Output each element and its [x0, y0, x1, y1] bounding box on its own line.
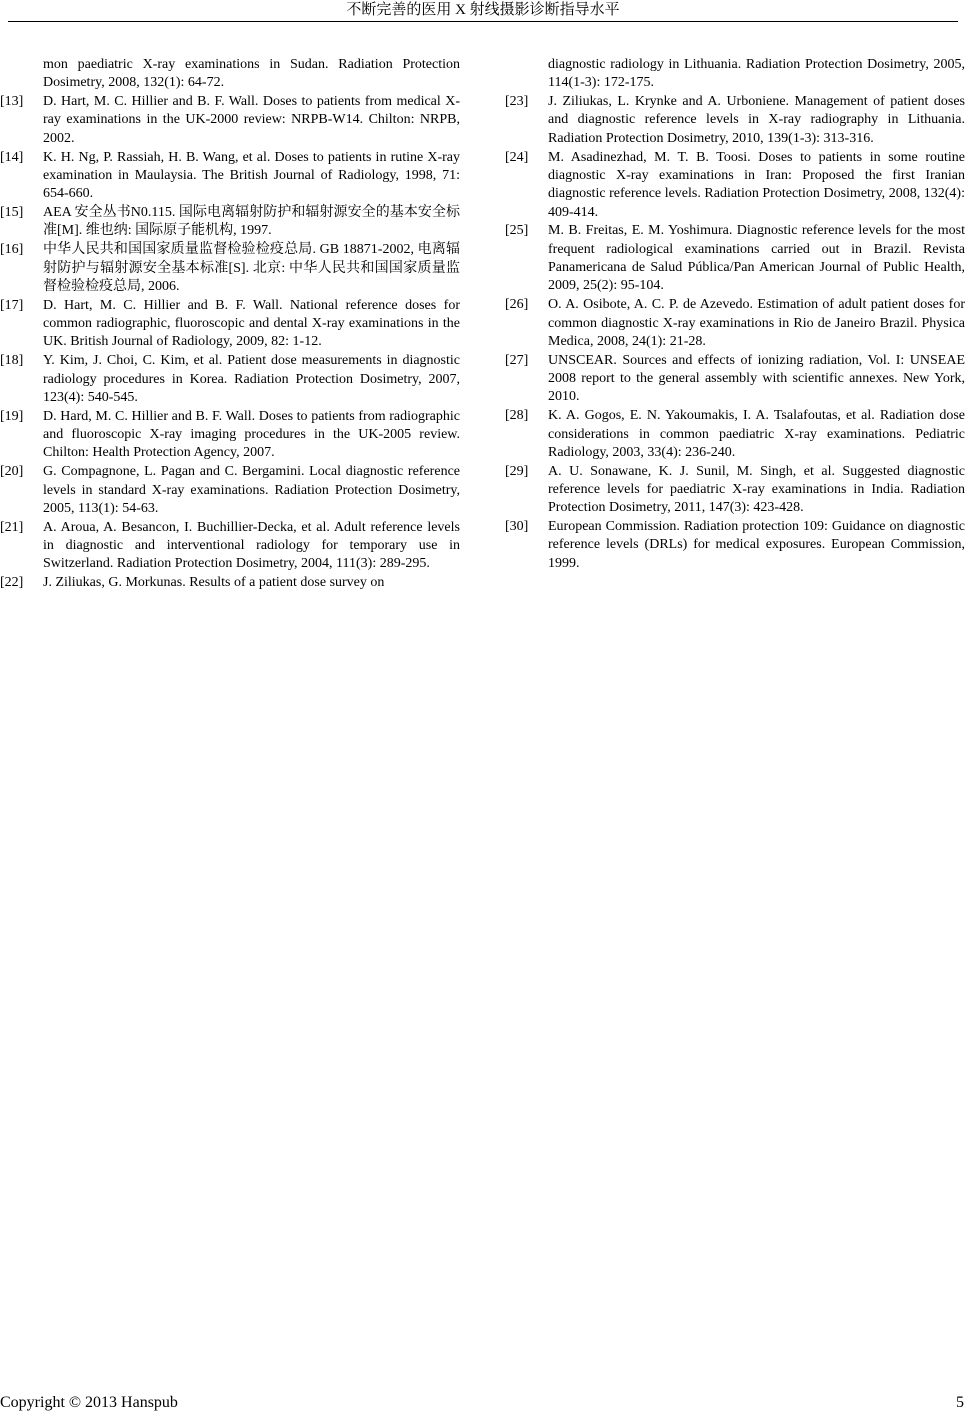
reference-text: M. B. Freitas, E. M. Yoshimura. Diagnostic reference levels for the most frequent radiological examinations carried out in Brazil. Revista Panamericana de Salud Pública/Pan American Journal of Public Health, 2009, 25(2): 95-104. — [548, 223, 965, 294]
reference-number: [29] — [505, 463, 529, 479]
reference-text: D. Hart, M. C. Hillier and B. F. Wall. National reference doses for common radiographic, fluoroscopic and dental X-ray examinations in the UK. British Journal of Radiology, 2009, 82: 1-12. — [43, 297, 460, 350]
reference-text: M. Asadinezhad, M. T. B. Toosi. Doses to patients in some routine diagnostic X-ray examinations in Iran: Proposed the first Iranian diagnostic reference levels. Radiation Protection Dosimetry, 2008, 132(4): 409-414. — [548, 149, 965, 220]
copyright-footer: Copyright © 2013 Hanspub — [0, 1394, 178, 1411]
reference-entry — [0, 56, 460, 93]
reference-text: J. Ziliukas, G. Morkunas. Results of a patient dose survey on — [43, 575, 385, 591]
reference-text: K. H. Ng, P. Rassiah, H. B. Wang, et al. Doses to patients in rutine X-ray examination in Maulaysia. The British Journal of Radiology, 1998, 71: 654-660. — [43, 149, 460, 202]
reference-number: [28] — [505, 408, 529, 424]
reference-number: [25] — [505, 223, 529, 239]
reference-entry — [0, 352, 460, 407]
reference-text: D. Hard, M. C. Hillier and B. F. Wall. Doses to patients from radiographic and fluoroscopic X-ray imaging procedures in the UK-2005 review. Chilton: Health Protection Agency, 2007. — [43, 408, 460, 461]
reference-text: diagnostic radiology in Lithuania. Radiation Protection Dosimetry, 2005, 114(1-3): 172-175. — [548, 57, 965, 91]
reference-text: K. A. Gogos, E. N. Yakoumakis, I. A. Tsalafoutas, et al. Radiation dose considerations in common paediatric X-ray examinations. Pediatric Radiology, 2003, 33(4): 236-240. — [548, 408, 965, 460]
reference-entry — [505, 296, 965, 351]
header-rule — [8, 21, 958, 22]
running-header: 不断完善的医用 X 射线摄影诊断指导水平 — [346, 2, 620, 18]
reference-number: [19] — [0, 408, 24, 424]
reference-number: [20] — [0, 464, 24, 480]
reference-number: [21] — [0, 519, 24, 535]
reference-number: [16] — [0, 242, 24, 258]
reference-number: [24] — [505, 149, 529, 165]
reference-text: A. Aroua, A. Besancon, I. Buchillier-Decka, et al. Adult reference levels in diagnostic and interventional radiology for temporary use in Switzerland. Radiation Protection Dosimetry, 2004, 111(3): 289-295. — [43, 519, 460, 572]
reference-entry — [505, 222, 965, 295]
reference-number: [26] — [505, 297, 529, 313]
reference-entry — [0, 574, 460, 592]
reference-number: [13] — [0, 94, 24, 110]
reference-number: [14] — [0, 149, 24, 165]
reference-text: Y. Kim, J. Choi, C. Kim, et al. Patient dose measurements in diagnostic radiology procedures in Korea. Radiation Protection Dosimetry, 2007, 123(4): 540-545. — [43, 353, 460, 405]
reference-number: [18] — [0, 353, 24, 369]
reference-text: 中华人民共和国国家质量监督检验检疫总局. GB 18871-2002, 电离辐射防护与辐射源安全基本标准[S]. 北京: 中华人民共和国国家质量监督检验检疫总局, 2006. — [43, 242, 460, 294]
reference-entry — [0, 463, 460, 518]
reference-number: [30] — [505, 519, 529, 535]
reference-number: [15] — [0, 205, 24, 221]
reference-text: European Commission. Radiation protection 109: Guidance on diagnostic reference levels (DRLs) for medical exposures. European Commission, 1999. — [548, 519, 965, 571]
reference-text: J. Ziliukas, L. Krynke and A. Urboniene. Management of patient doses and diagnostic reference levels in X-ray radiography in Lithuania. Radiation Protection Dosimetry, 2010, 139(1-3): 313-316. — [548, 94, 965, 146]
reference-entry — [0, 93, 460, 148]
reference-entry — [505, 463, 965, 518]
reference-entry — [0, 241, 460, 296]
reference-entry — [0, 408, 460, 463]
reference-text: AEA 安全丛书N0.115. 国际电离辐射防护和辐射源安全的基本安全标准[M]. 维也纳: 国际原子能机构, 1997. — [43, 205, 460, 239]
reference-number: [17] — [0, 297, 24, 313]
reference-entry — [505, 149, 965, 222]
reference-number: [22] — [0, 575, 24, 591]
reference-entry — [505, 518, 965, 573]
reference-entry — [505, 352, 965, 407]
reference-list-right-column — [505, 56, 965, 574]
reference-text: D. Hart, M. C. Hillier and B. F. Wall. Doses to patients from medical X-ray examinations in the UK-2000 review: NRPB-W14. Chilton: NRPB, 2002. — [43, 94, 460, 146]
reference-entry — [505, 407, 965, 462]
reference-text: mon paediatric X-ray examinations in Sudan. Radiation Protection Dosimetry, 2008, 132(1): 64-72. — [43, 57, 460, 91]
reference-list-left-column — [0, 56, 460, 593]
reference-text: O. A. Osibote, A. C. P. de Azevedo. Estimation of adult patient doses for common diagnostic X-ray examinations in Rio de Janeiro Brazil. Physica Medica, 2008, 24(1): 21-28. — [548, 297, 965, 349]
page-number: 5 — [956, 1394, 964, 1411]
reference-text: A. U. Sonawane, K. J. Sunil, M. Singh, et al. Suggested diagnostic reference levels for paediatric X-ray examinations in India. Radiation Protection Dosimetry, 2011, 147(3): 423-428. — [548, 463, 965, 516]
reference-entry — [0, 519, 460, 574]
reference-entry — [0, 149, 460, 204]
reference-entry — [0, 297, 460, 352]
reference-entry — [505, 93, 965, 148]
reference-text: G. Compagnone, L. Pagan and C. Bergamini. Local diagnostic reference levels in standard X-ray examinations. Radiation Protection Dosimetry, 2005, 113(1): 54-63. — [43, 464, 460, 516]
reference-entry — [505, 56, 965, 93]
reference-number: [27] — [505, 352, 529, 368]
reference-entry — [0, 204, 460, 241]
reference-text: UNSCEAR. Sources and effects of ionizing radiation, Vol. I: UNSEAE 2008 report to the general assembly with scientific annexes. New York, 2010. — [548, 352, 965, 405]
reference-number: [23] — [505, 94, 529, 110]
